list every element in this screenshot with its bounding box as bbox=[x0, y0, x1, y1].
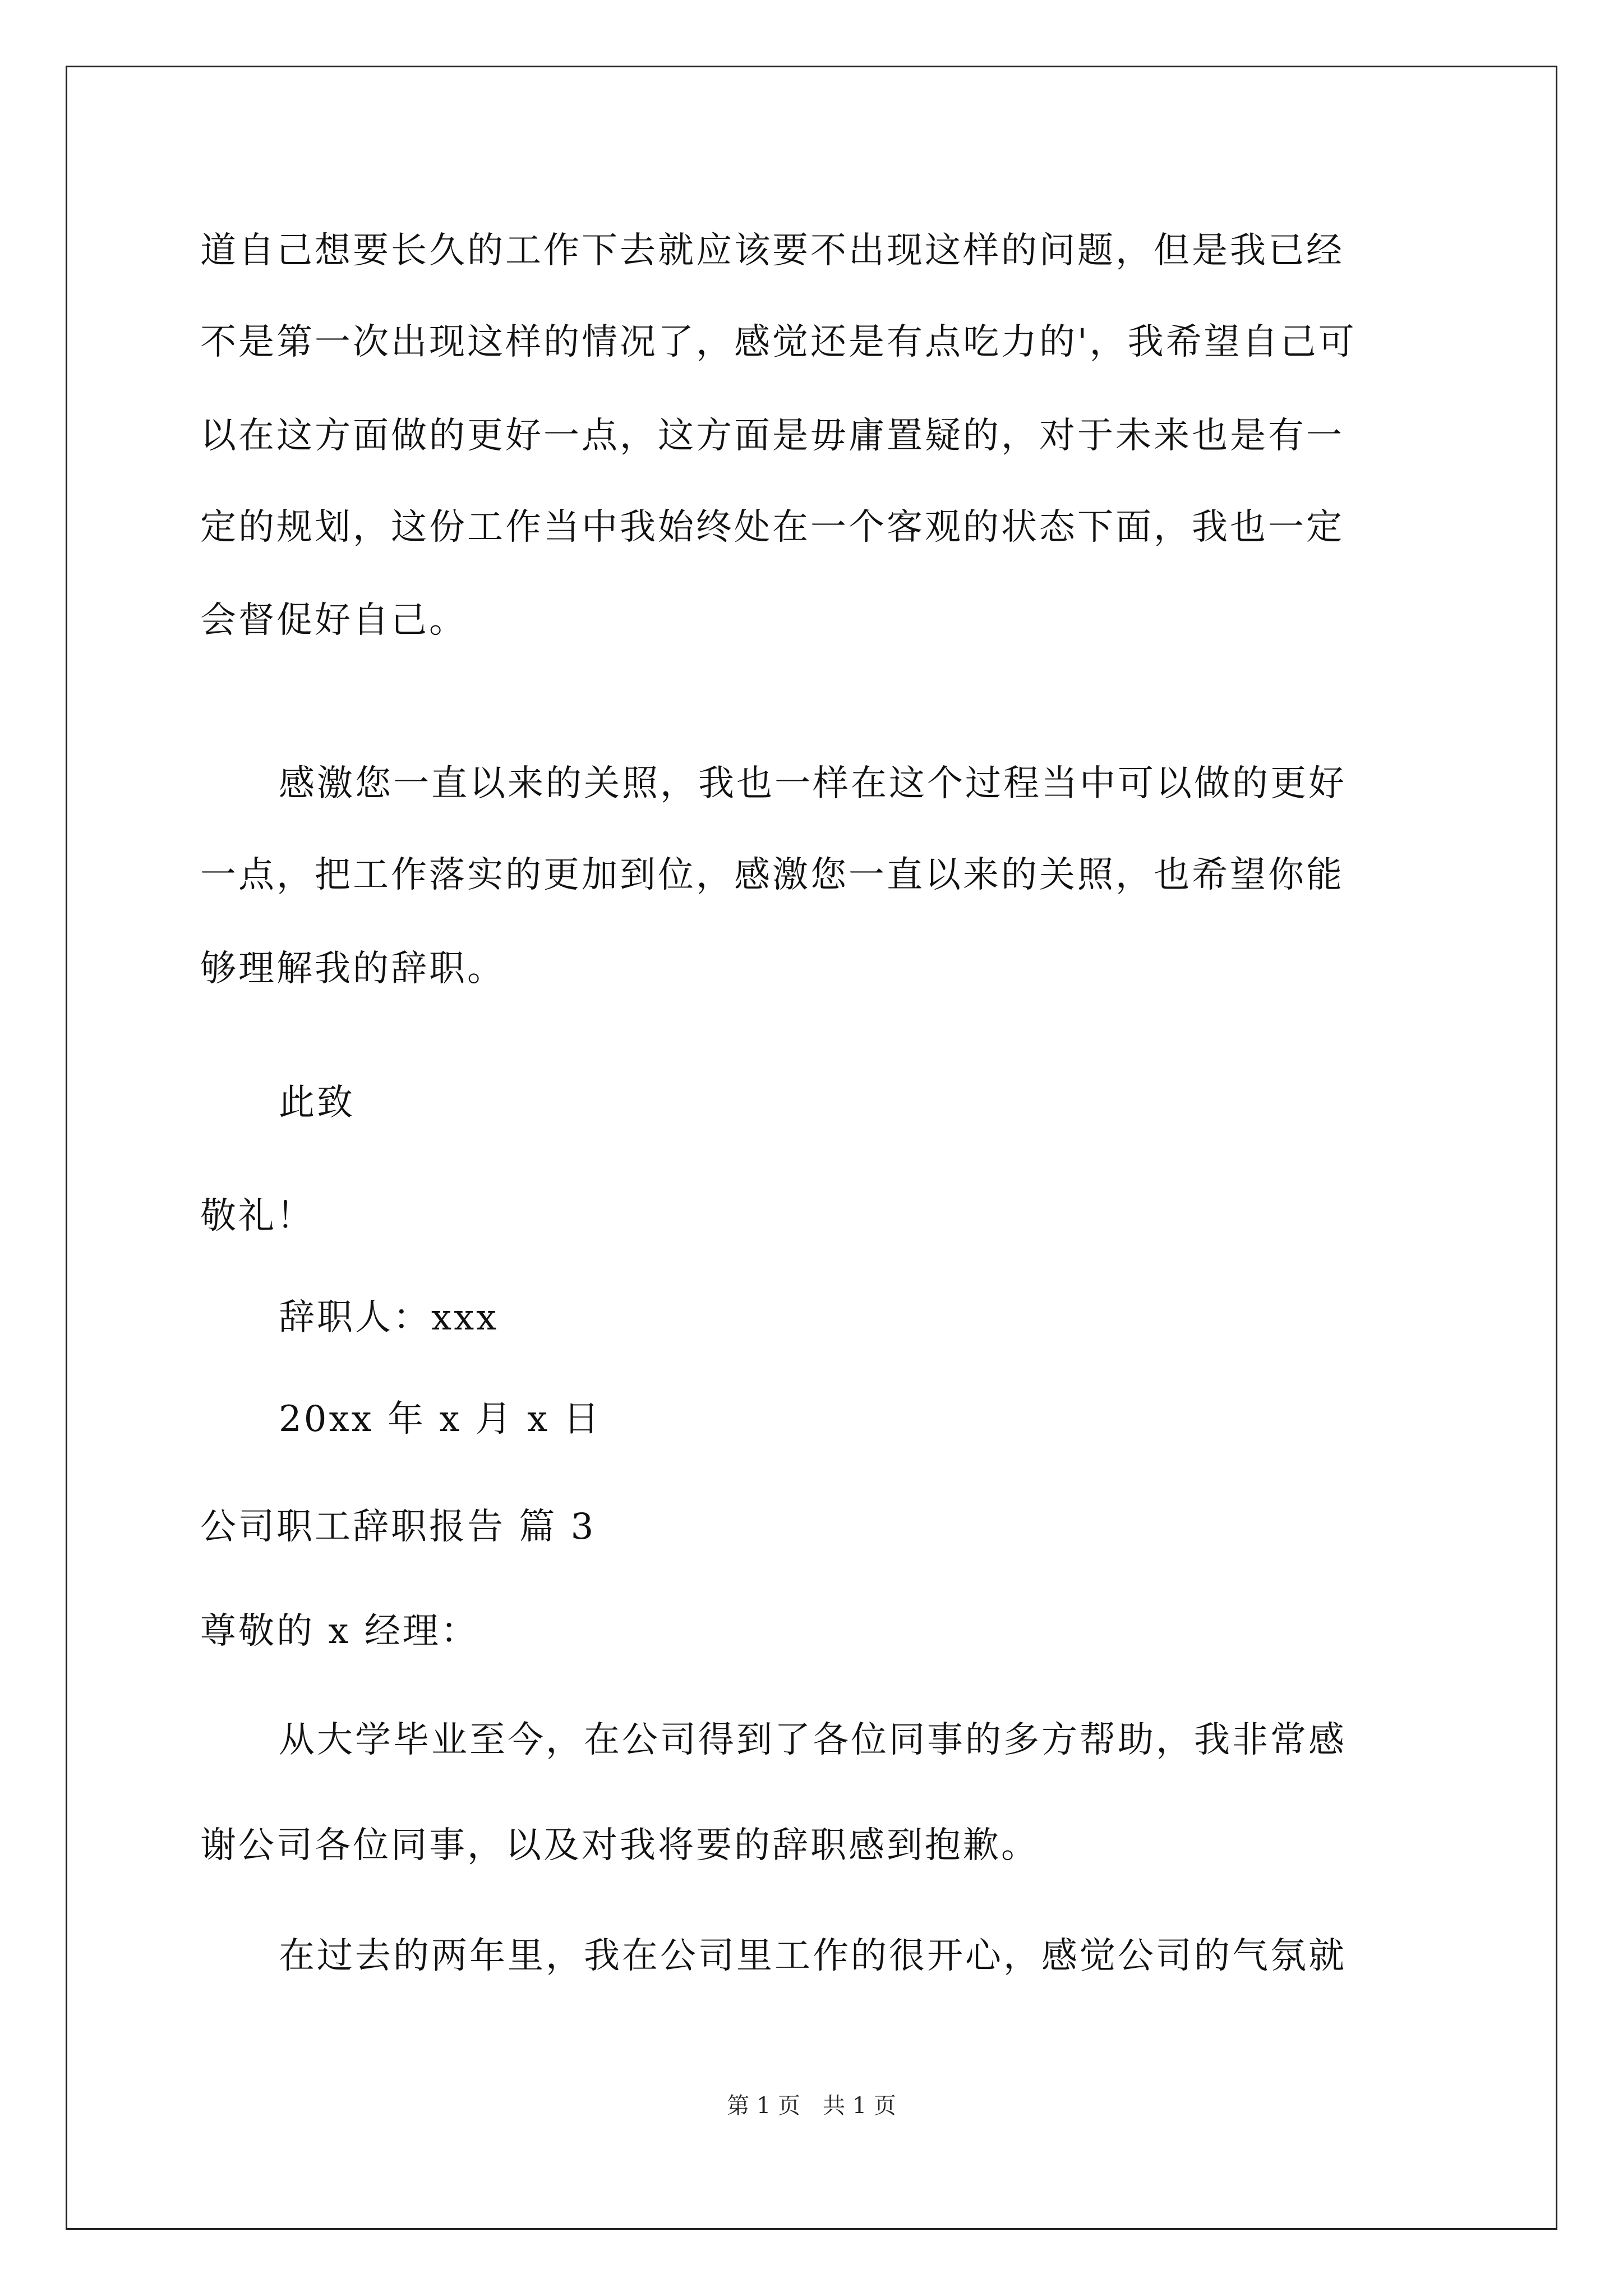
body-line: 一点，把工作落实的更加到位，感激您一直以来的关照，也希望你能 bbox=[200, 854, 1344, 896]
body-line: 在过去的两年里，我在公司里工作的很开心，感觉公司的气氛就 bbox=[279, 1935, 1347, 1977]
closing-regards: 敬礼！ bbox=[200, 1195, 315, 1237]
body-line: 不是第一次出现这样的情况了，感觉还是有点吃力的'，我希望自己可 bbox=[200, 321, 1357, 363]
body-line: 道自己想要长久的工作下去就应该要不出现这样的问题，但是我已经 bbox=[200, 230, 1344, 272]
addressee: 尊敬的 x 经理： bbox=[200, 1611, 479, 1652]
body-line: 会督促好自己。 bbox=[200, 600, 467, 641]
body-line: 定的规划，这份工作当中我始终处在一个客观的状态下面，我也一定 bbox=[200, 507, 1344, 548]
page-footer: 第 1 页 共 1 页 bbox=[727, 2093, 896, 2119]
page-frame bbox=[66, 66, 1557, 2230]
closing-salutation: 此致 bbox=[279, 1082, 355, 1124]
body-line: 以在这方面做的更好一点，这方面是毋庸置疑的，对于未来也是有一 bbox=[200, 415, 1344, 457]
body-line: 谢公司各位同事，以及对我将要的辞职感到抱歉。 bbox=[200, 1825, 1039, 1866]
section-heading: 公司职工辞职报告 篇 3 bbox=[200, 1506, 596, 1548]
signature-date: 20xx 年 x 月 x 日 bbox=[279, 1398, 602, 1440]
body-line: 感激您一直以来的关照，我也一样在这个过程当中可以做的更好 bbox=[279, 763, 1347, 804]
signature-name: 辞职人：xxx bbox=[279, 1297, 499, 1338]
body-line: 够理解我的辞职。 bbox=[200, 948, 505, 990]
body-line: 从大学毕业至今，在公司得到了各位同事的多方帮助，我非常感 bbox=[279, 1719, 1347, 1761]
